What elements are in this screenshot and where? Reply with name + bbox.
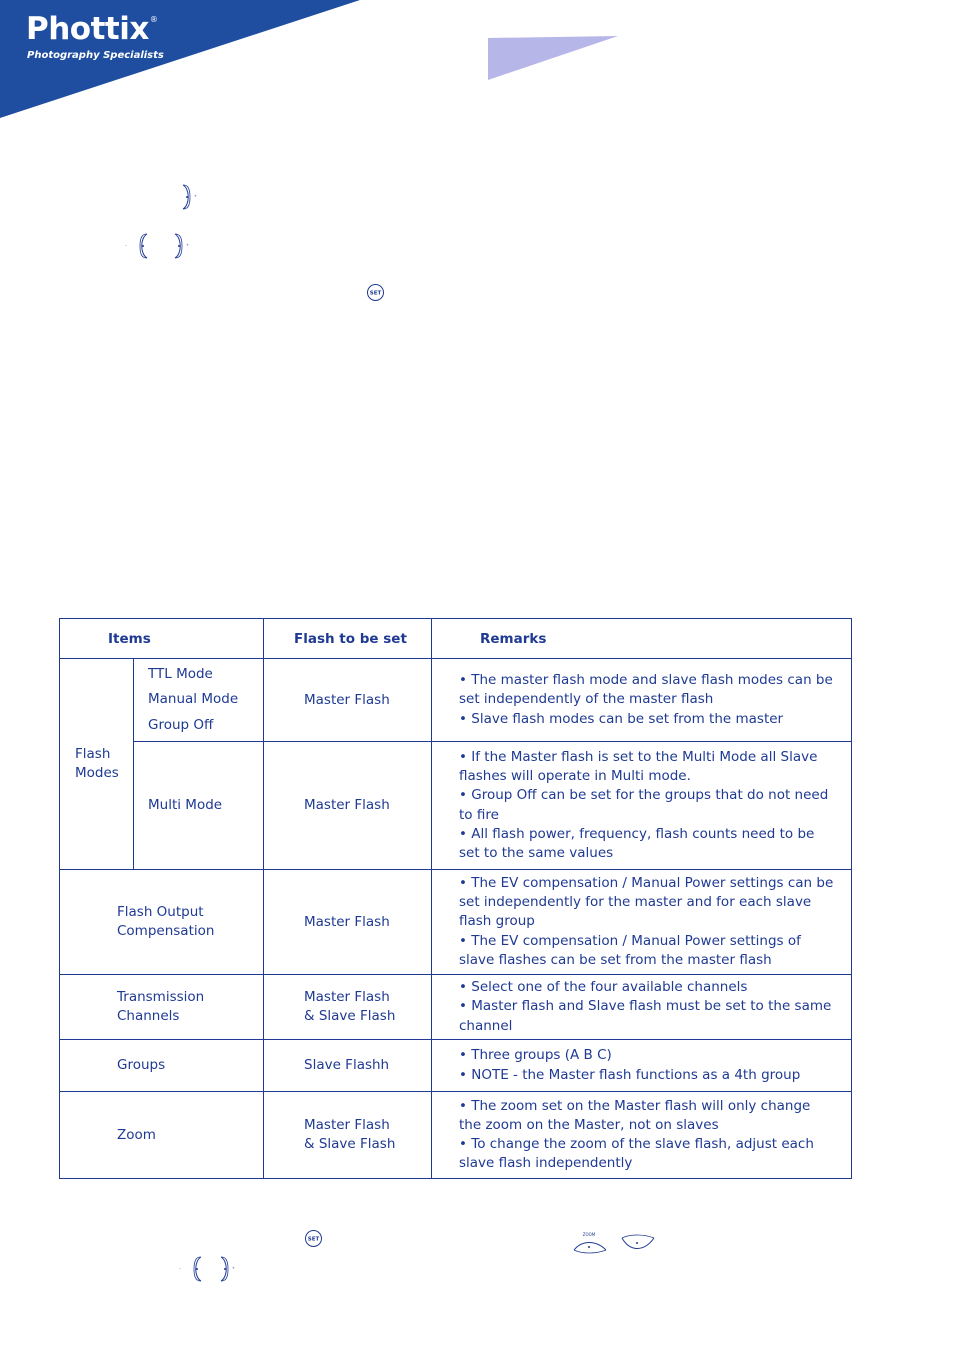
flash-modes-cell: Flash Modes (60, 659, 134, 870)
header-flash-to-be-set: Flash to be set (264, 619, 432, 659)
table-row (60, 742, 852, 870)
svg-text:–: – (179, 1266, 181, 1270)
dial-right-icon (170, 233, 200, 259)
flash-cell: Master Flash (264, 870, 432, 975)
flash-cell: Slave Flashh (264, 1040, 432, 1092)
item-cell: Transmission Channels (60, 975, 264, 1040)
item-cell: Flash Output Compensation (60, 870, 264, 975)
zoom-up-icon (572, 1230, 608, 1256)
remarks-cell: • The EV compensation / Manual Power settings can be set independently for the master and for each slave flash group • The EV compensation / Manual Power settings of slave flashes can be set from the master flash (432, 870, 852, 975)
remarks-cell: • Three groups (A B C) • NOTE - the Master flash functions as a 4th group (432, 1040, 852, 1092)
remarks-cell: • Select one of the four available channels • Master flash and Slave flash must be set to the same channel (432, 975, 852, 1040)
accent-shape (488, 36, 620, 80)
svg-text:+: + (186, 243, 189, 247)
item-cell: Zoom (60, 1092, 264, 1179)
flash-cell: Master Flash & Slave Flash (264, 975, 432, 1040)
remarks-cell: • If the Master flash is set to the Multi Mode all Slave flashes will operate in Multi mode. • Group Off can be set for the groups that do not need to fire • All flash power, frequency, flash counts need to be set to the same values (432, 742, 852, 870)
brand-logo: Phottix® (26, 11, 158, 47)
dial-left-icon (176, 1256, 206, 1282)
svg-text:+: + (232, 1266, 235, 1270)
set-button-icon (304, 1229, 323, 1248)
remarks-cell: • The zoom set on the Master flash will only change the zoom on the Master, not on slaves • To change the zoom of the slave flash, adjust each slave flash independently (432, 1092, 852, 1179)
svg-text:+: + (194, 194, 197, 198)
svg-text:SET: SET (307, 1236, 320, 1243)
svg-text:ZOOM: ZOOM (582, 1232, 596, 1237)
dial-right-icon (216, 1256, 246, 1282)
set-button-icon (366, 283, 385, 302)
table-row (60, 870, 852, 975)
header-remarks: Remarks (432, 619, 852, 659)
table-row (60, 1040, 852, 1092)
brand-tagline: Photography Specialists (27, 50, 164, 61)
table-header-row (60, 619, 852, 659)
flash-cell: Master Flash & Slave Flash (264, 1092, 432, 1179)
flash-settings-table (59, 618, 852, 1179)
flash-cell: Master Flash (264, 742, 432, 870)
dial-left-icon (122, 233, 152, 259)
dial-right-icon (178, 184, 208, 210)
mode-list-cell: TTL Mode Manual Mode Group Off (134, 659, 264, 742)
svg-text:SET: SET (369, 290, 382, 297)
item-cell: Groups (60, 1040, 264, 1092)
svg-text:–: – (125, 243, 127, 247)
mode-cell: Multi Mode (134, 742, 264, 870)
header-items: Items (60, 619, 264, 659)
zoom-down-icon (620, 1234, 656, 1256)
flash-cell: Master Flash (264, 659, 432, 742)
table-row (60, 659, 852, 742)
table-row (60, 975, 852, 1040)
remarks-cell: • The master flash mode and slave flash modes can be set independently of the master flash • Slave flash modes can be set from the master (432, 659, 852, 742)
table-row (60, 1092, 852, 1179)
